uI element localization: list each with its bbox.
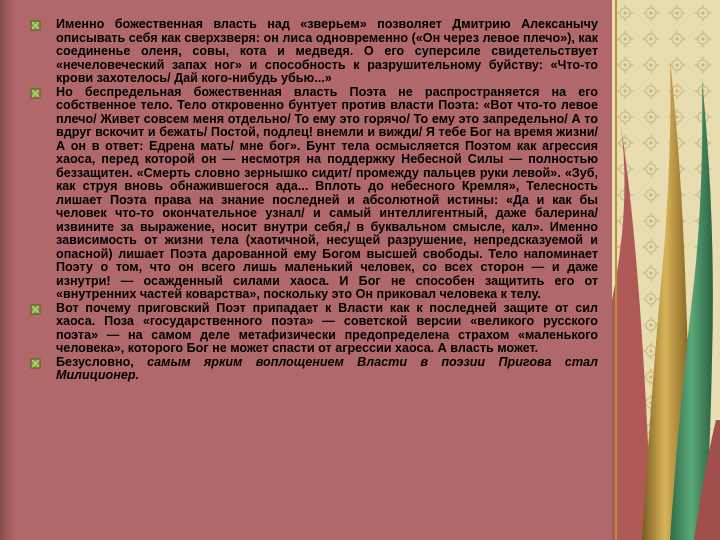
paragraph-text: Безусловно, [56,354,148,369]
paragraph [30,86,598,302]
bullet-icon [30,20,42,31]
bullet-icon [30,358,42,369]
paragraph-text: Вот почему приговский Поэт припадает к Власти как к последней защите от сил хаоса. Поза «государственного поэта» — советской версии «великого русского поэта» — на самом деле метафизически предопределена страхом «маленького человека», которого Бог не может спасти от агрессии хаоса. А власть может. [56,300,598,355]
paragraph-text: Но беспредельная божественная власть Поэта не распространяется на его собственное тело. Тело откровенно бунтует против власти Поэта: «Вот что-то левое плечо/ Живет совсем меня отдельно/ То ему это горячо/ То ему это запредельно/ А то вдруг вскочит и бежать/ Постой, подлец! внемли и вижди/ Я тебе Бог на время жизни/ А он в ответ: Едрена мать/ мне бог». Бунт тела осмысляется Поэтом как агрессия хаоса, перед которой он — несмотря на поддержку Небесной Силы — полностью беззащитен. «Смерть словно зернышко сидит/ промежду пальцев руки левой». «Зуб, как струя вновь обнажившегося ада... Вплоть до небесного Кремля», Телесность лишает Поэта права на знание последней и абсолютной истины: «Да и как бы человек что-то окончательное узнал/ и самый интеллигентный, даже балерина/ извините за выражение, носит внутри себя,/ в буквальном смысле, кал». Именно зависимость от жизни тела (хаотичной, несущей разрушение, непредсказуемой и опасной) лишает Поэта дарованной ему Богом высшей свободы. Тело напоминает Поэту о том, что он всего лишь маленький человек, со всех сторон — и даже изнутри! — осажденный силами хаоса. И Бог не способен защитить его от «внутренних частей коварства», поскольку это Он приковал человека к телу. [56,84,598,301]
paragraph-text: Именно божественная власть над «зверьем» позволяет Дмитрию Алексанычу описывать себя как сверхзверя: он лиса одновременно («Он через левое плечо»), как соединенье оленя, совы, кота и медведя. О его суперсиле свидетельствует «нечеловеческий запах ног» и способность к разрушительному буйству: «Что-то крови захотелось/ Дай кого-нибудь убью...» [56,17,598,85]
left-edge-shadow [0,0,14,540]
paragraph [30,302,598,356]
bullet-icon [30,304,42,315]
paragraph [30,356,598,383]
paragraph-italic-text: самым ярким воплощением Власти в поэзии Пригова стал Милиционер. [56,354,599,382]
decorative-side-panel [612,0,720,540]
text-body [30,18,598,383]
bullet-icon [30,88,42,99]
paragraph [30,18,598,86]
